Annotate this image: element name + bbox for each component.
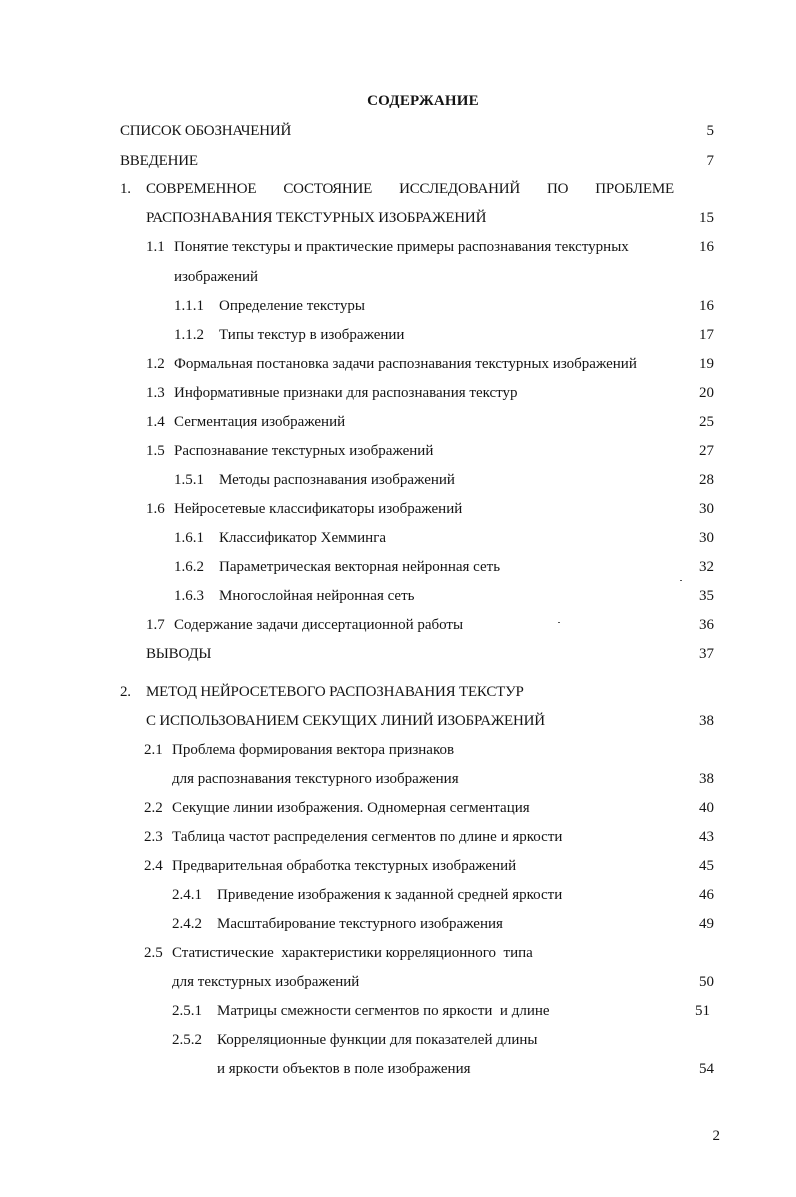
toc-entry-page: 30 — [699, 501, 714, 517]
toc-section-2-5-number: 2.5 — [144, 945, 163, 961]
toc-subsection-1-6-3-label[interactable]: Многослойная нейронная сеть — [219, 588, 415, 604]
toc-subsection-1-6-2-number: 1.6.2 — [174, 559, 204, 575]
toc-section-1-3-label[interactable]: Информативные признаки для распознавания текстур — [174, 385, 518, 401]
toc-subsection-2-5-1-label[interactable]: Матрицы смежности сегментов по яркости и длине — [217, 1003, 550, 1019]
toc-entry-label: ВВЕДЕНИЕ — [120, 153, 198, 169]
toc-entry-page: 32 — [699, 559, 714, 575]
toc-entry-page: 51 — [695, 1003, 710, 1019]
toc-entry-page: 7 — [706, 153, 714, 169]
toc-section-1-7-label[interactable]: Содержание задачи диссертационной работы — [174, 617, 464, 633]
toc-entry-page: 46 — [699, 887, 714, 903]
toc-subsection-2-5-2-number: 2.5.2 — [172, 1032, 202, 1048]
toc-section-1-1-number: 1.1 — [146, 239, 165, 255]
toc-chapter-2-number: 2. — [120, 684, 131, 700]
toc-section-1-1-line2[interactable]: изображений — [174, 269, 259, 285]
toc-subsection-1-1-2-number: 1.1.2 — [174, 327, 204, 343]
toc-entry-page: 50 — [699, 974, 714, 990]
toc-entry-page: 37 — [699, 646, 714, 662]
toc-entry-page: 40 — [699, 800, 714, 816]
page-number: 2 — [712, 1128, 720, 1144]
toc-section-2-1-line1[interactable]: Проблема формирования вектора признаков — [172, 742, 455, 758]
toc-section-2-2-number: 2.2 — [144, 800, 163, 816]
toc-section-2-3-number: 2.3 — [144, 829, 163, 845]
toc-section-2-2-label[interactable]: Секущие линии изображения. Одномерная сегментация — [172, 800, 530, 816]
toc-conclusions-1[interactable]: ВЫВОДЫ — [146, 646, 212, 662]
toc-entry-page: 38 — [699, 713, 714, 729]
toc-entry-page: 30 — [699, 530, 714, 546]
toc-entry-label: СПИСОК ОБОЗНАЧЕНИЙ — [120, 123, 292, 139]
toc-section-1-4-label[interactable]: Сегментация изображений — [174, 414, 346, 430]
toc-entry-page: 15 — [699, 210, 714, 226]
toc-entry-page: 49 — [699, 916, 714, 932]
toc-subsection-2-5-2-line1[interactable]: Корреляционные функции для показателей длины — [217, 1032, 538, 1048]
toc-section-2-3-label[interactable]: Таблица частот распределения сегментов по длине и яркости — [172, 829, 563, 845]
page-title: СОДЕРЖАНИЕ — [367, 93, 479, 109]
toc-chapter-1-word: СОВРЕМЕННОЕ — [146, 181, 257, 197]
toc-subsection-2-4-1-label[interactable]: Приведение изображения к заданной средней яркости — [217, 887, 563, 903]
toc-entry-page: 36 — [699, 617, 714, 633]
toc-subsection-1-1-1-number: 1.1.1 — [174, 298, 204, 314]
toc-entry-introduction[interactable] — [120, 150, 198, 172]
toc-entry-page: 16 — [699, 298, 714, 314]
toc-entry-page: 43 — [699, 829, 714, 845]
toc-entry-page: 17 — [699, 327, 714, 343]
toc-chapter-2-line1[interactable]: МЕТОД НЕЙРОСЕТЕВОГО РАСПОЗНАВАНИЯ ТЕКСТУР — [146, 684, 524, 700]
toc-section-1-2-number: 1.2 — [146, 356, 165, 372]
toc-chapter-1-line2[interactable]: РАСПОЗНАВАНИЯ ТЕКСТУРНЫХ ИЗОБРАЖЕНИЙ — [146, 210, 487, 226]
toc-chapter-1-line1[interactable] — [146, 178, 674, 200]
toc-entry-page: 27 — [699, 443, 714, 459]
scan-speck — [680, 580, 682, 581]
toc-section-2-5-line1[interactable]: Статистические характеристики корреляционного типа — [172, 945, 533, 961]
toc-subsection-2-4-1-number: 2.4.1 — [172, 887, 202, 903]
toc-section-1-2-label[interactable]: Формальная постановка задачи распознавания текстурных изображений — [174, 356, 637, 372]
toc-subsection-1-5-1-number: 1.5.1 — [174, 472, 204, 488]
toc-entry-page: 28 — [699, 472, 714, 488]
toc-entry-page: 25 — [699, 414, 714, 430]
toc-section-2-1-line2[interactable]: для распознавания текстурного изображения — [172, 771, 459, 787]
toc-entry-page: 45 — [699, 858, 714, 874]
toc-chapter-1-word: ПРОБЛЕМЕ — [595, 181, 674, 197]
toc-entry-page: 20 — [699, 385, 714, 401]
toc-entry-page: 19 — [699, 356, 714, 372]
toc-subsection-1-6-3-number: 1.6.3 — [174, 588, 204, 604]
toc-subsection-2-5-1-number: 2.5.1 — [172, 1003, 202, 1019]
toc-section-1-4-number: 1.4 — [146, 414, 165, 430]
toc-chapter-2-line2[interactable]: С ИСПОЛЬЗОВАНИЕМ СЕКУЩИХ ЛИНИЙ ИЗОБРАЖЕНИЙ — [146, 713, 545, 729]
toc-subsection-1-1-1-label[interactable]: Определение текстуры — [219, 298, 365, 314]
toc-chapter-1-word: СОСТОЯНИЕ — [283, 181, 373, 197]
toc-section-2-5-line2[interactable]: для текстурных изображений — [172, 974, 360, 990]
toc-chapter-1-number: 1. — [120, 181, 131, 197]
toc-section-2-4-number: 2.4 — [144, 858, 163, 874]
toc-subsection-1-6-1-label[interactable]: Классификатор Хемминга — [219, 530, 387, 546]
toc-subsection-1-6-2-label[interactable]: Параметрическая векторная нейронная сеть — [219, 559, 501, 575]
toc-section-1-5-label[interactable]: Распознавание текстурных изображений — [174, 443, 434, 459]
scan-speck — [558, 622, 560, 623]
toc-subsection-2-4-2-number: 2.4.2 — [172, 916, 202, 932]
toc-section-1-7-number: 1.7 — [146, 617, 165, 633]
toc-subsection-2-4-2-label[interactable]: Масштабирование текстурного изображения — [217, 916, 503, 932]
toc-subsection-1-5-1-label[interactable]: Методы распознавания изображений — [219, 472, 455, 488]
toc-entry-page: 38 — [699, 771, 714, 787]
toc-entry-page: 54 — [699, 1061, 714, 1077]
toc-chapter-1-word: ПО — [547, 181, 569, 197]
toc-subsection-1-1-2-label[interactable]: Типы текстур в изображении — [219, 327, 405, 343]
toc-section-1-5-number: 1.5 — [146, 443, 165, 459]
toc-section-1-6-label[interactable]: Нейросетевые классификаторы изображений — [174, 501, 463, 517]
toc-entry-page: 16 — [699, 239, 714, 255]
toc-section-2-4-label[interactable]: Предварительная обработка текстурных изображений — [172, 858, 517, 874]
toc-chapter-1-word: ИССЛЕДОВАНИЙ — [399, 181, 520, 197]
toc-subsection-1-6-1-number: 1.6.1 — [174, 530, 204, 546]
toc-section-1-3-number: 1.3 — [146, 385, 165, 401]
toc-entry-page: 5 — [706, 123, 714, 139]
toc-entry-page: 35 — [699, 588, 714, 604]
toc-entry-list-of-symbols[interactable] — [120, 120, 291, 142]
toc-section-2-1-number: 2.1 — [144, 742, 163, 758]
toc-section-1-6-number: 1.6 — [146, 501, 165, 517]
toc-section-1-1-line1[interactable]: Понятие текстуры и практические примеры распознавания текстурных — [174, 239, 629, 255]
toc-subsection-2-5-2-line2[interactable]: и яркости объектов в поле изображения — [217, 1061, 471, 1077]
